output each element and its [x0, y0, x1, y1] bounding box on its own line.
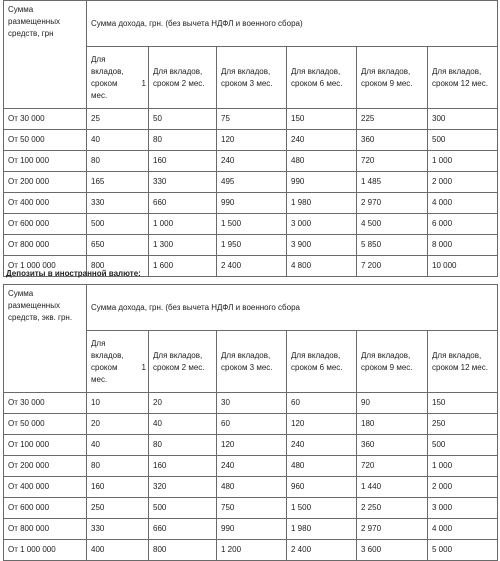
amount-cell: От 100 000	[4, 151, 87, 172]
table-row	[4, 456, 498, 477]
amount-column-header: Сумма размещенных средств, грн	[4, 1, 87, 109]
table-row	[4, 498, 498, 519]
value-cell: 2 000	[428, 477, 498, 498]
amount-cell: От 100 000	[4, 435, 87, 456]
foreign-currency-deposit-table	[3, 284, 498, 561]
value-cell: 150	[287, 109, 357, 130]
amount-cell: От 50 000	[4, 130, 87, 151]
table-row	[4, 393, 498, 414]
value-cell: 160	[149, 456, 217, 477]
value-cell: 1 485	[357, 172, 428, 193]
value-cell: 2 000	[428, 172, 498, 193]
value-cell: 90	[357, 393, 428, 414]
value-cell: 25	[87, 109, 149, 130]
value-cell: 990	[287, 172, 357, 193]
value-cell: 495	[217, 172, 287, 193]
value-cell: 60	[287, 393, 357, 414]
value-cell: 40	[87, 435, 149, 456]
value-cell: 250	[428, 414, 498, 435]
income-column-header: Сумма дохода, грн. (без вычета НДФЛ и военного сбора	[87, 285, 498, 331]
amount-cell: От 400 000	[4, 193, 87, 214]
value-cell: 30	[217, 393, 287, 414]
amount-cell: От 600 000	[4, 214, 87, 235]
value-cell: 1 440	[357, 477, 428, 498]
value-cell: 250	[87, 498, 149, 519]
value-cell: 5 000	[428, 540, 498, 561]
value-cell: 10 000	[428, 256, 498, 277]
value-cell: 480	[217, 477, 287, 498]
amount-cell: От 200 000	[4, 456, 87, 477]
value-cell: 720	[357, 456, 428, 477]
term-header-2m: Для вкладов, сроком 2 мес.	[149, 47, 217, 109]
value-cell: 6 000	[428, 214, 498, 235]
value-cell: 160	[87, 477, 149, 498]
amount-cell: От 1 000 000	[4, 256, 87, 277]
amount-column-header: Сумма размещенных средств, экв. грн.	[4, 285, 87, 393]
value-cell: 1 950	[217, 235, 287, 256]
value-cell: 3 600	[357, 540, 428, 561]
amount-cell: От 30 000	[4, 393, 87, 414]
value-cell: 120	[217, 435, 287, 456]
table-row	[4, 151, 498, 172]
value-cell: 80	[87, 456, 149, 477]
value-cell: 3 900	[287, 235, 357, 256]
value-cell: 1 000	[428, 151, 498, 172]
table-row	[4, 172, 498, 193]
table-row	[4, 214, 498, 235]
uah-deposit-table	[3, 0, 498, 277]
table-row	[4, 435, 498, 456]
value-cell: 2 970	[357, 193, 428, 214]
term-header-3m: Для вкладов, сроком 3 мес.	[217, 331, 287, 393]
table-row	[4, 193, 498, 214]
table-row	[4, 540, 498, 561]
term-header-9m: Для вкладов, сроком 9 мес.	[357, 47, 428, 109]
value-cell: 80	[149, 435, 217, 456]
value-cell: 5 850	[357, 235, 428, 256]
value-cell: 330	[149, 172, 217, 193]
amount-cell: От 1 000 000	[4, 540, 87, 561]
value-cell: 990	[217, 193, 287, 214]
value-cell: 500	[428, 130, 498, 151]
value-cell: 1 300	[149, 235, 217, 256]
value-cell: 660	[149, 193, 217, 214]
value-cell: 2 250	[357, 498, 428, 519]
table-row	[4, 477, 498, 498]
value-cell: 80	[149, 130, 217, 151]
value-cell: 1 500	[287, 498, 357, 519]
value-cell: 120	[287, 414, 357, 435]
value-cell: 240	[217, 151, 287, 172]
term-header-6m: Для вкладов, сроком 6 мес.	[287, 331, 357, 393]
value-cell: 4 800	[287, 256, 357, 277]
value-cell: 500	[428, 435, 498, 456]
value-cell: 990	[217, 519, 287, 540]
value-cell: 7 200	[357, 256, 428, 277]
value-cell: 1 980	[287, 193, 357, 214]
value-cell: 480	[287, 456, 357, 477]
term-header-6m: Для вкладов, сроком 6 мес.	[287, 47, 357, 109]
term-header-1m: Для вкладов, сроком 1 мес.	[87, 47, 149, 109]
value-cell: 1 000	[428, 456, 498, 477]
value-cell: 4 000	[428, 193, 498, 214]
value-cell: 960	[287, 477, 357, 498]
value-cell: 4 500	[357, 214, 428, 235]
amount-cell: От 30 000	[4, 109, 87, 130]
value-cell: 660	[149, 519, 217, 540]
value-cell: 10	[87, 393, 149, 414]
value-cell: 800	[87, 256, 149, 277]
value-cell: 160	[149, 151, 217, 172]
value-cell: 1 980	[287, 519, 357, 540]
value-cell: 360	[357, 435, 428, 456]
value-cell: 400	[87, 540, 149, 561]
value-cell: 1 000	[149, 214, 217, 235]
foreign-currency-caption: Депозиты в иностранной валюте:	[6, 269, 141, 278]
value-cell: 650	[87, 235, 149, 256]
table-row	[4, 519, 498, 540]
value-cell: 1 600	[149, 256, 217, 277]
value-cell: 240	[287, 435, 357, 456]
value-cell: 20	[87, 414, 149, 435]
value-cell: 20	[149, 393, 217, 414]
value-cell: 150	[428, 393, 498, 414]
amount-cell: От 50 000	[4, 414, 87, 435]
value-cell: 2 400	[217, 256, 287, 277]
value-cell: 50	[149, 109, 217, 130]
value-cell: 240	[287, 130, 357, 151]
table-row	[4, 235, 498, 256]
amount-cell: От 800 000	[4, 235, 87, 256]
term-header-3m: Для вкладов, сроком 3 мес.	[217, 47, 287, 109]
value-cell: 80	[87, 151, 149, 172]
value-cell: 360	[357, 130, 428, 151]
amount-cell: От 200 000	[4, 172, 87, 193]
value-cell: 320	[149, 477, 217, 498]
value-cell: 165	[87, 172, 149, 193]
value-cell: 800	[149, 540, 217, 561]
value-cell: 4 000	[428, 519, 498, 540]
term-header-9m: Для вкладов, сроком 9 мес.	[357, 331, 428, 393]
value-cell: 330	[87, 193, 149, 214]
value-cell: 2 400	[287, 540, 357, 561]
term-header-2m: Для вкладов, сроком 2 мес.	[149, 331, 217, 393]
term-header-12m: Для вкладов, сроком 12 мес.	[428, 47, 498, 109]
table-row	[4, 414, 498, 435]
value-cell: 720	[357, 151, 428, 172]
value-cell: 2 970	[357, 519, 428, 540]
value-cell: 225	[357, 109, 428, 130]
value-cell: 3 000	[287, 214, 357, 235]
value-cell: 60	[217, 414, 287, 435]
income-column-header: Сумма дохода, грн. (без вычета НДФЛ и военного сбора)	[87, 1, 498, 47]
value-cell: 120	[217, 130, 287, 151]
value-cell: 75	[217, 109, 287, 130]
amount-cell: От 400 000	[4, 477, 87, 498]
value-cell: 500	[87, 214, 149, 235]
term-header-12m: Для вкладов, сроком 12 мес.	[428, 331, 498, 393]
value-cell: 300	[428, 109, 498, 130]
value-cell: 180	[357, 414, 428, 435]
value-cell: 500	[149, 498, 217, 519]
value-cell: 750	[217, 498, 287, 519]
value-cell: 8 000	[428, 235, 498, 256]
value-cell: 1 500	[217, 214, 287, 235]
term-header-1m: Для вкладов, сроком 1 мес.	[87, 331, 149, 393]
value-cell: 1 200	[217, 540, 287, 561]
amount-cell: От 600 000	[4, 498, 87, 519]
value-cell: 480	[287, 151, 357, 172]
value-cell: 330	[87, 519, 149, 540]
amount-cell: От 800 000	[4, 519, 87, 540]
value-cell: 240	[217, 456, 287, 477]
table-row	[4, 130, 498, 151]
value-cell: 40	[87, 130, 149, 151]
value-cell: 40	[149, 414, 217, 435]
table-row	[4, 109, 498, 130]
value-cell: 3 000	[428, 498, 498, 519]
